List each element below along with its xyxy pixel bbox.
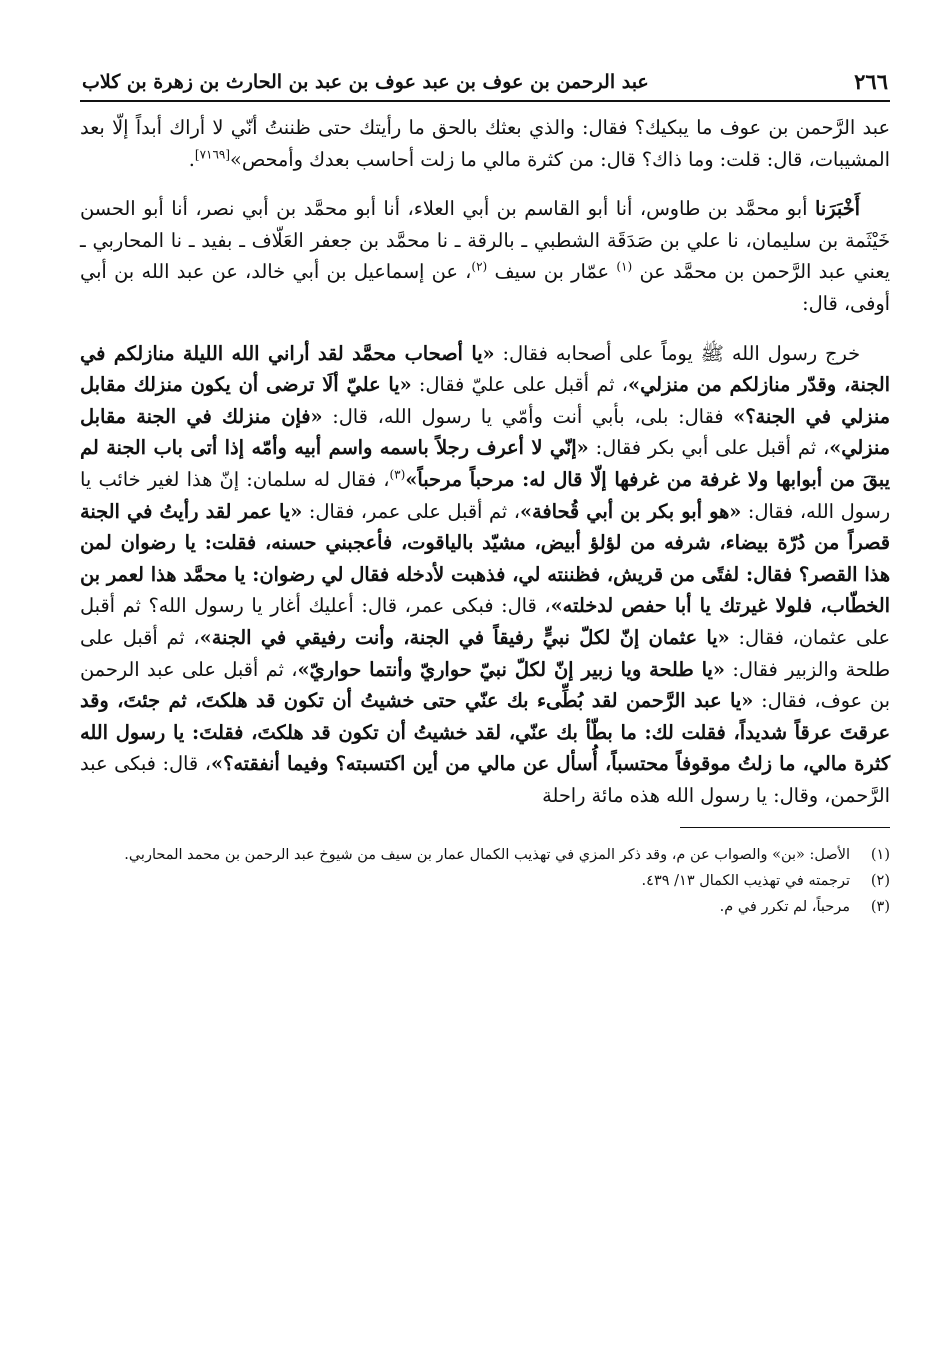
isnad-text-c: ، عن إسماعيل بن أبي خالد، عن عبد الله بن أبي أوفى، قال: [80,260,890,315]
footnote-number: (١) [870,847,890,864]
narration-text: ، ثم أقبل على عبد الرحمن بن عوف، فقال: [80,657,890,713]
narration-text: ، ثم أقبل على طلحة والزبير فقال: [80,625,890,681]
page-number: ٢٦٦ [854,69,888,94]
footnote-text: ترجمته في تهذيب الكمال ١٣/ ٤٣٩. [641,873,850,890]
narration-text: خرج رسول الله ﷺ يوماً على أصحابه فقال: [494,341,860,365]
hadith-reference-number: [٧١٦٩] [194,147,231,162]
prophetic-quote: «إنّي لا أعرف رجلاً باسمه واسم أبيه وأمّه إذا أتى باب الجنة لم يبقَ من أبوابها ولا غرفة من غرفها إلّا قال له: مرحباً مرحباً» [80,436,890,491]
prophetic-quote: «هو أبو بكر بن أبي قُحافة» [519,499,742,523]
narration-text: ، ثم أقبل على عمر، فقال: [302,499,520,523]
narration-text: ، قال: فبكى عبد الرَّحمن، وقال: يا رسول الله هذه مائة راحلة [80,752,890,807]
footnote-3 [80,894,890,920]
footnote-number: (٢) [870,873,890,890]
narration-text: ، قال: فبكى عمر، قال: أعليك أغار يا رسول الله؟ ثم أقبل على عثمان، فقال: [80,594,890,649]
paragraph-1-end: . [188,147,195,171]
narration-text: ، فقال له سلمان: إنّ هذا لغير خائب يا رسول الله، فقال: [80,467,891,523]
footnote-number: (٣) [870,899,890,916]
footnote-text: مرحباً، لم تكرر في م. [719,899,850,916]
footnote-ref-3: (٣) [389,467,406,482]
isnad-text-a: أبو محمَّد بن طاوس، أنا أبو القاسم بن أبي العلاء، أنا أبو محمَّد بن أبي نصر، أنا أبو الحسن خَيْثَمة بن سليمان، نا علي بن صَدَقَة الشطبي ـ بالرقة ـ نا محمَّد بن جعفر العَلّاف ـ بفيد ـ نا المحاربي ـ يعني عبد الرَّحمن بن محمَّد عن [80,197,891,284]
prophetic-quote: «فإن منزلك في الجنة مقابل منزلي» [80,404,890,460]
page-header [80,70,890,102]
prophetic-quote: «يا طلحة ويا زبير إنّ لكلّ نبيّ حواريّ وأنتما حواريّ» [297,657,725,681]
narration-text: ، ثم أقبل على أبي بكر فقال: [588,436,830,460]
paragraph-1 [80,112,890,175]
footnote-divider [680,827,890,828]
paragraph-2-isnad [80,193,890,319]
paragraph-1-text: عبد الرَّحمن بن عوف ما يبكيك؟ فقال: والذي بعثك بالحق ما رأيتك حتى ظننتُ أنّي لا أراك أبداً إلّا بعد المشيبات، قال: قلت: وما ذاك؟ قال: من كثرة مالي ما زلت أحاسب بعدك وأمحص» [80,116,890,171]
prophetic-quote: «يا عبد الرَّحمن لقد بُطِّىء بك عنّي حتى خشيتُ أن تكون قد هلكتَ، ثم جئتَ، وقد عرقتَ عرقاً شديداً، فقلت لك: ما بطّأ بك عنّي، لقد خشيتُ أن تكون قد هلكتَ، فقلتَ: يا رسول الله كثرة مالي، ما زلتُ موقوفاً محتسباً، أُسأل عن مالي من أين اكتسبته؟ وفيما أنفقته؟» [80,689,891,776]
isnad-text-b: عمّار بن سيف [487,260,617,284]
footnote-text: الأصل: «بن» والصواب عن م، وقد ذكر المزي في تهذيب الكمال عمار بن سيف من شيوخ عبد الرحمن بن محمد المحاربي. [124,847,850,864]
book-page [80,70,890,920]
prophetic-quote: «يا عثمان إنّ لكلّ نبيٍّ رفيقاً في الجنة، وأنت رفيقي في الجنة» [199,625,730,649]
paragraph-3-hadith [80,338,890,812]
footnote-1 [80,842,890,868]
footnotes [80,842,890,920]
narration-text: ، ثم أقبل على عليّ فقال: [411,373,629,397]
narration-text: فقال: بلى، بأبي أنت وأمّي يا رسول الله، قال: [322,404,734,428]
akhbarana-lead-word: أَخْبَرَنا [815,197,860,221]
footnote-ref-1: (١) [616,259,633,274]
prophetic-quote: «يا عليّ ألَا ترضى أن يكون منزلك مقابل منزلي في الجنة؟» [80,373,891,428]
prophetic-quote: «يا عمر لقد رأيتُ في الجنة قصراً من دُرّة بيضاء، شرفه من لؤلؤ أبيض، مشيّد بالياقوت، فأعجبني حسنه، فقلت: يا رضوان لمن هذا القصر؟ فقال: لفتًى من قريش، فظننته لي، فذهبت لأدخله فقال لي رضوان: يا محمَّد هذا لعمر بن الخطّاب، فلولا غيرتك يا أبا حفص لدخلته» [80,499,890,618]
main-text [80,112,890,811]
prophetic-quote: «يا أصحاب محمَّد لقد أراني الله الليلة منازلكم في الجنة، وقدّر منازلكم من منزلي» [80,341,890,397]
running-title: عبد الرحمن بن عوف بن عبد عوف بن عبد بن الحارث بن زهرة بن كلاب [82,71,649,93]
footnote-ref-2: (٢) [471,259,488,274]
footnote-2 [80,868,890,894]
